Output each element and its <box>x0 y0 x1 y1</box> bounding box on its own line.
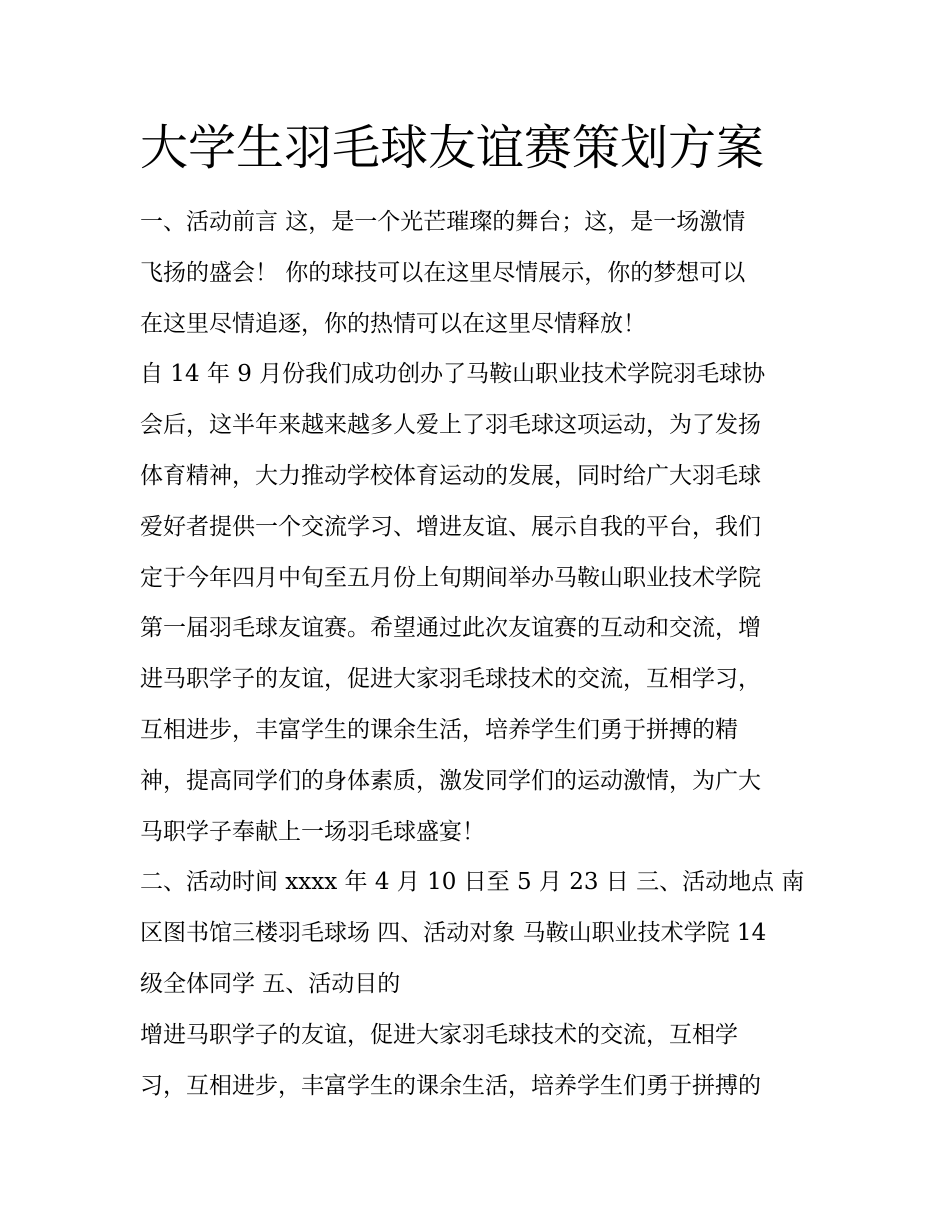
text-line: 飞扬的盛会！ 你的球技可以在这里尽情展示，你的梦想可以 <box>140 259 746 286</box>
text-line: 增进马职学子的友谊，促进大家羽毛球技术的交流，互相学 <box>140 1021 738 1048</box>
text-line: 进马职学子的友谊，促进大家羽毛球技术的交流，互相学习， <box>140 666 761 693</box>
document-title: 大学生羽毛球友谊赛策划方案 <box>140 120 765 176</box>
text-line: 体育精神，大力推动学校体育运动的发展，同时给广大羽毛球 <box>140 462 761 489</box>
paragraph-background <box>140 349 830 857</box>
text-line: 定于今年四月中旬至五月份上旬期间举办马鞍山职业技术学院 <box>140 564 761 591</box>
text-line: 互相进步，丰富学生的课余生活，培养学生们勇于拼搏的精 <box>140 716 738 743</box>
text-line: 二、活动时间 xxxx 年 4 月 10 日至 5 月 23 日 三、活动地点 南 <box>140 869 805 896</box>
text-line: 第一届羽毛球友谊赛。希望通过此次友谊赛的互动和交流，增 <box>140 615 761 642</box>
paragraph-purpose <box>140 1010 830 1112</box>
text-line: 一、活动前言 这，是一个光芒璀璨的舞台；这，是一场激情 <box>140 209 746 235</box>
paragraph-preface <box>140 197 830 349</box>
text-line: 自 14 年 9 月份我们成功创办了马鞍山职业技术学院羽毛球协 <box>140 361 766 388</box>
paragraph-details <box>140 857 830 1009</box>
text-line: 神，提高同学们的身体素质，激发同学们的运动激情，为广大 <box>140 767 761 794</box>
text-line: 在这里尽情追逐，你的热情可以在这里尽情释放！ <box>140 310 646 337</box>
document-body <box>140 197 830 1111</box>
text-line: 习，互相进步，丰富学生的课余生活，培养学生们勇于拼搏的 <box>140 1072 761 1099</box>
text-line: 会后，这半年来越来越多人爱上了羽毛球这项运动，为了发扬 <box>140 412 761 439</box>
text-line: 级全体同学 五、活动目的 <box>140 970 401 997</box>
text-line: 马职学子奉献上一场羽毛球盛宴！ <box>140 818 485 845</box>
text-line: 区图书馆三楼羽毛球场 四、活动对象 马鞍山职业技术学院 14 <box>140 920 767 947</box>
text-line: 爱好者提供一个交流学习、增进友谊、展示自我的平台，我们 <box>140 513 761 540</box>
